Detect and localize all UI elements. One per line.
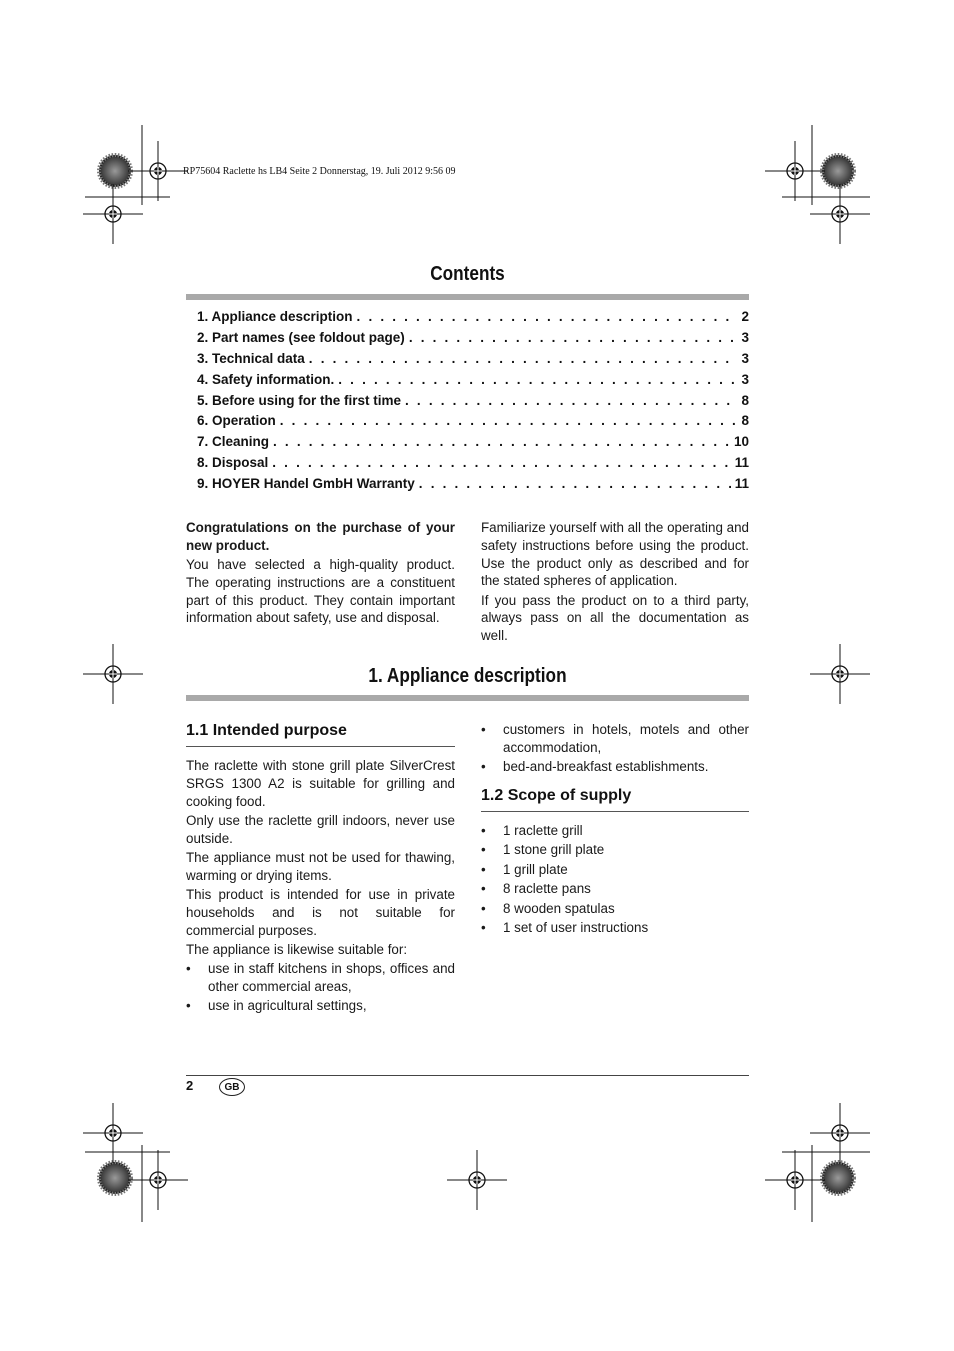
star-target-icon [822,1162,854,1194]
toc-page-number: 3 [741,371,749,387]
subsection-heading: 1.1 Intended purpose [186,722,347,739]
star-target-icon [99,1162,131,1194]
list-item: • customers in hotels, motels and other accommodation, [481,721,749,757]
toc-page-number: 11 [734,476,749,492]
registration-mark-icon [128,141,188,201]
toc-row [197,309,749,330]
intended-purpose-section [186,722,455,1017]
contents-heading-bar [186,294,749,300]
toc-row [197,455,749,476]
congratulations-text: Congratulations on the purchase of your new product. [186,520,455,553]
toc-leader-dots [309,351,735,366]
section-heading-bar [186,695,749,701]
toc-row [197,351,749,372]
registration-mark-icon [83,184,143,244]
section-heading-appliance-description: 1. Appliance description [368,665,567,687]
intro-right-column [481,519,749,647]
paragraph: Only use the raclette grill indoors, never use outside. [186,812,455,846]
list-item: • 1 stone grill plate [481,841,749,859]
registration-mark-icon [83,1103,143,1163]
list-item: • 1 grill plate [481,861,749,879]
intro-paragraph: You have selected a high-quality product. The operating instructions are a constituent part of this product. They contain important information about safety, use and disposal. [186,557,455,626]
toc-entry-title: 4. Safety information. [197,371,335,387]
registration-mark-icon [765,141,825,201]
scope-of-supply-section [481,787,749,938]
contents-heading: Contents [430,263,505,285]
subsection-rule [481,811,749,812]
toc-page-number: 8 [741,413,749,429]
registration-mark-icon [128,1150,188,1210]
intro-paragraph: If you pass the product on to a third party, always pass on all the documentation as well. [481,592,749,644]
toc-entry-title: 8. Disposal [197,455,269,471]
bullet-list [186,960,455,1015]
print-slug-line: RP75604 Raclette hs LB4 Seite 2 Donnerstag, 19. Juli 2012 9:56 09 [183,166,456,177]
toc-row [197,393,749,414]
toc-leader-dots [272,455,730,470]
toc-leader-dots [338,372,735,387]
toc-page-number: 3 [741,350,749,366]
subsection-heading: 1.2 Scope of supply [481,787,632,804]
toc-entry-title: 2. Part names (see foldout page) [197,329,405,345]
toc-entry-title: 3. Technical data [197,350,305,366]
paragraph: The raclette with stone grill plate SilverCrest SRGS 1300 A2 is suitable for grilling and cooking food. [186,758,455,809]
toc-leader-dots [409,330,735,345]
list-item: • use in agricultural settings, [186,997,455,1015]
toc-leader-dots [273,434,730,449]
toc-row [197,476,749,497]
list-item: • bed-and-breakfast establishments. [481,758,749,776]
toc-page-number: 11 [734,455,749,471]
toc-row [197,330,749,351]
page-number: 2 [186,1078,194,1093]
registration-mark-icon [447,1150,507,1210]
toc-page-number: 10 [733,434,749,450]
toc-row [197,434,749,455]
toc-leader-dots [405,393,735,408]
toc-entry-title: 5. Before using for the first time [197,392,402,408]
country-badge: GB [219,1078,245,1096]
paragraph: This product is intended for use in private households and is not suitable for commercial purposes. [186,887,455,938]
toc-leader-dots [280,413,735,428]
registration-mark-icon [810,644,870,704]
toc-row [197,413,749,434]
toc-leader-dots [419,476,731,491]
intro-paragraph: Familiarize yourself with all the operating and safety instructions before using the product. Use the product only as described and for the stated spheres of application. [481,520,749,589]
star-target-icon [822,155,854,187]
toc-row [197,372,749,393]
toc-page-number: 2 [741,309,749,324]
toc-entry-title: 9. HOYER Handel GmbH Warranty [197,476,415,492]
table-of-contents [197,309,749,497]
toc-entry-title: 6. Operation [197,413,276,429]
registration-mark-icon [810,1103,870,1163]
intended-purpose-continued [481,721,749,778]
intro-left-column [186,519,455,629]
paragraph: The appliance is likewise suitable for: [186,941,408,957]
registration-mark-icon [810,184,870,244]
toc-entry-title: 7. Cleaning [197,434,270,450]
list-item: • 8 wooden spatulas [481,900,749,918]
toc-leader-dots [357,309,735,324]
toc-page-number: 3 [741,329,749,345]
list-item: • 1 raclette grill [481,822,749,840]
registration-mark-icon [83,644,143,704]
toc-entry-title: 1. Appliance description [197,309,353,324]
paragraph: The appliance must not be used for thawing, warming or drying items. [186,849,455,883]
toc-page-number: 8 [741,392,749,408]
list-item: • 1 set of user instructions [481,919,749,937]
registration-mark-icon [765,1150,825,1210]
list-item: • 8 raclette pans [481,880,749,898]
star-target-icon [99,155,131,187]
subsection-rule [186,746,455,747]
list-item: • use in staff kitchens in shops, offices and other commercial areas, [186,960,455,996]
footer-rule [186,1075,749,1076]
bullet-list [481,822,749,937]
